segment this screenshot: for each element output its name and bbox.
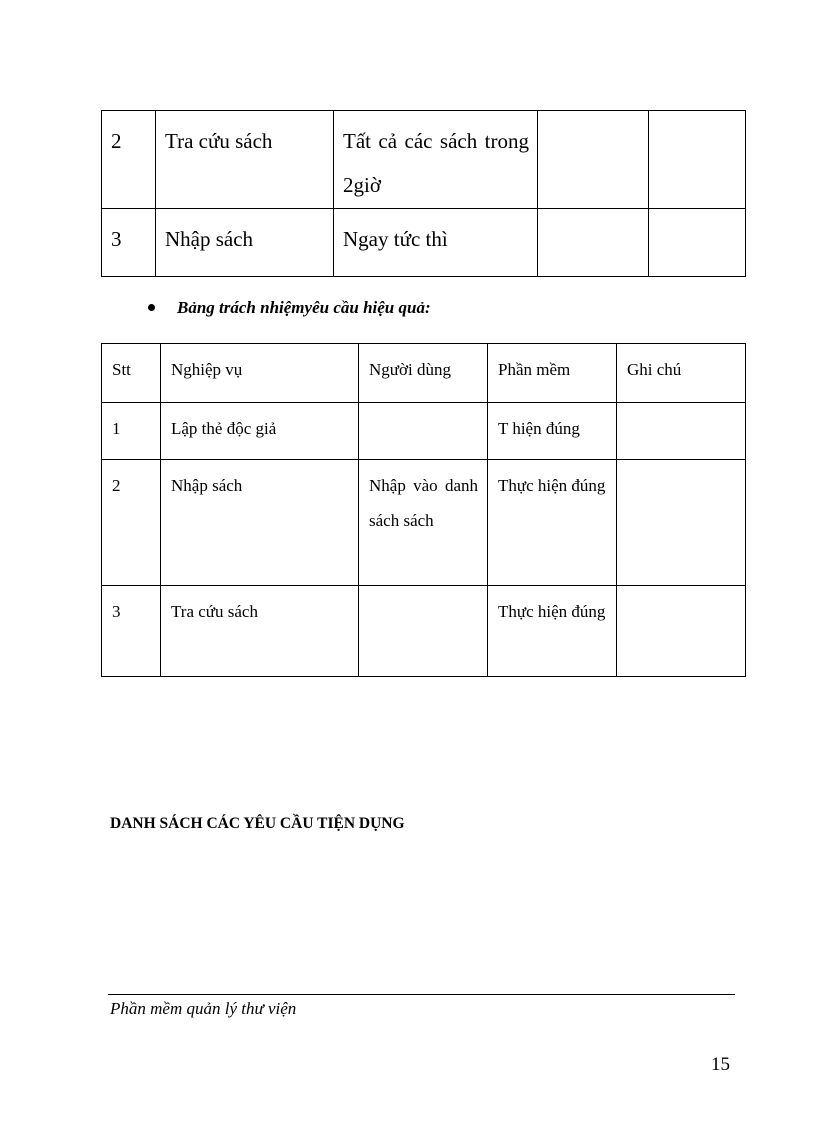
column-header: Phần mềm <box>488 344 617 403</box>
column-header: Nghiệp vụ <box>161 344 359 403</box>
table-cell: T hiện đúng <box>488 403 617 460</box>
efficiency-table-continued <box>101 110 746 277</box>
column-header: Stt <box>102 344 161 403</box>
footer-divider <box>108 994 735 995</box>
table-cell: Thực hiện đúng <box>488 460 617 586</box>
table-cell: Nhập sách <box>161 460 359 586</box>
column-header: Ghi chú <box>617 344 746 403</box>
table-row <box>102 111 746 209</box>
table-cell: 1 <box>102 403 161 460</box>
table-header-row <box>102 344 746 403</box>
table-row <box>102 460 746 586</box>
bullet-icon <box>148 304 155 311</box>
table-cell <box>617 586 746 677</box>
footer-title: Phần mềm quản lý thư viện <box>110 999 297 1018</box>
table-row <box>102 403 746 460</box>
table-cell <box>617 460 746 586</box>
table-cell: 2 <box>102 111 156 209</box>
table-cell: Nhập vào danh sách sách <box>359 460 488 586</box>
table-cell: Tra cứu sách <box>156 111 334 209</box>
page-number: 15 <box>711 1054 730 1075</box>
table-cell <box>359 586 488 677</box>
responsibility-table <box>101 343 746 677</box>
column-header: Người dùng <box>359 344 488 403</box>
table-row <box>102 209 746 277</box>
table-cell: 3 <box>102 586 161 677</box>
table-cell: Lập thẻ độc giả <box>161 403 359 460</box>
table-cell: Ngay tức thì <box>334 209 538 277</box>
table-cell: Tất cả các sách trong 2giờ <box>334 111 538 209</box>
table-caption <box>148 298 431 318</box>
table-cell <box>617 403 746 460</box>
table-cell: Nhập sách <box>156 209 334 277</box>
table-cell: 2 <box>102 460 161 586</box>
table-cell <box>649 111 746 209</box>
table-cell <box>538 111 649 209</box>
table-cell: 3 <box>102 209 156 277</box>
section-heading: DANH SÁCH CÁC YÊU CẦU TIỆN DỤNG <box>110 815 405 832</box>
table-cell <box>649 209 746 277</box>
table-cell <box>359 403 488 460</box>
table-row <box>102 586 746 677</box>
table-cell: Tra cứu sách <box>161 586 359 677</box>
caption-text: Bảng trách nhiệmyêu cầu hiệu quả: <box>177 298 431 317</box>
table-cell: Thực hiện đúng <box>488 586 617 677</box>
table-cell <box>538 209 649 277</box>
